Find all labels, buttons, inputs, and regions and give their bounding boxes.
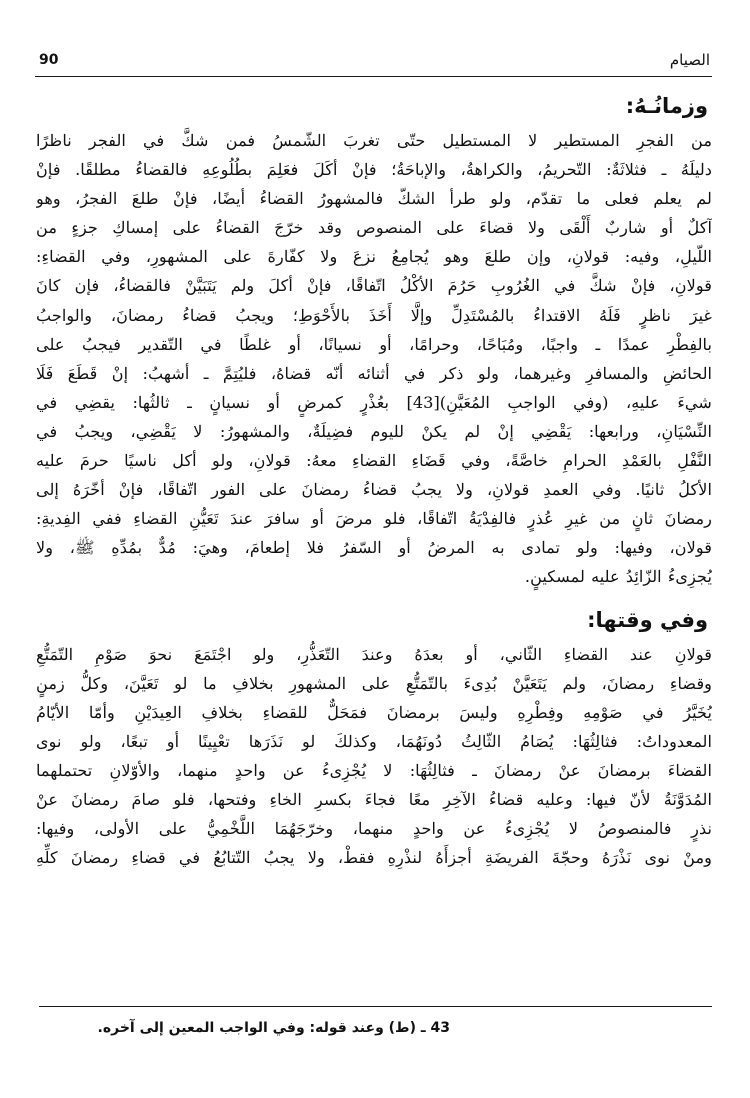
text-line: شيءَ عليهِ، (وفي الواجبِ المُعَيَّنِ)[43] بعُذْرٍ كمرضٍ أو نسيانٍ ـ ثالثُها: يقضِي في <box>36 392 712 412</box>
text-line: النَّفْلِ بالعَمْدِ الحرامِ خاصَّةً، وفي قَضَاءِ القضاءِ معهُ: قولانِ، ولو أكل ناسيًا حرمَ عليه <box>36 451 712 471</box>
text-line: الحائضِ والمسافرِ وغيرهما، ولو ذكر في أثنائه أنّه قضاهُ، فليُتِمَّ ـ أشهبُ: إنْ قَطَعَ فَلَا <box>36 363 712 383</box>
page-body <box>36 88 712 872</box>
text-line: يُجزِىءُ الزّائِدُ عليه لمسكينٍ. <box>524 567 712 587</box>
text-line: المعدوداتُ: فثالِثُهَا: يُصَامُ الثّالِثُ دُونَهُمَا، وكذلكَ لو نَذَرَها تعْيِينًا أو تبعًا، ولو نوى <box>36 731 712 751</box>
section-heading-time: وزمانُـهُ: <box>625 94 708 118</box>
text-line: قولان، وفيها: ولو تمادى به المرضُ أو السّفرُ فلا إطعامَ، وهيَ: مُدٌّ بمُدِّهِ ﷺ، ولا <box>36 538 712 558</box>
section-paragraph-time <box>36 126 712 592</box>
text-line: اللّيلِ، وفيه: قولانِ، وإن طلعَ وهو يُجامِعُ نزعَ ولا كفّارةَ على المشهورِ، وفي القضاءِ: <box>36 247 712 267</box>
running-title: الصيام <box>669 51 710 69</box>
section-spacer <box>36 592 712 602</box>
text-line: دليلَهُ ـ فثلاثَةٌ: التّحريمُ، والكراهةُ، والإباحَةُ؛ فإنْ أكَلَ فعَلِمَ بطُلُوعِهِ فالقضاءُ مطلقًا. فإنْ <box>36 160 712 180</box>
text-line: رمضانَ ثانٍ من غيرِ عُذرٍ فالفِدْيَةُ اتّفاقًا، فلو مرضَ أو سافرَ عندَ تَعَيُّنِ القضاءِ ففي الفِديةِ: <box>36 509 712 529</box>
text-line: لم يعلم فعلى ما تقدّم، ولو طرأ الشكّ فالمشهورُ القضاءُ أيضًا، فإنْ طلعَ الفجرُ، وهو <box>36 189 712 209</box>
text-line: ومنْ نوى نَذْرَهُ وحجّةَ الفريضَةِ أجزأَهُ لنذْرِهِ فقطْ، ولا يجبُ التّتابُعُ في قضاءِ رمضانَ كلِّهِ <box>36 848 712 868</box>
text-line: قولانِ عند القضاءِ الثّاني، أو بعدَهُ وعندَ التّعَذُّرِ، ولو اجْتَمَعَ نحوَ صَوْمِ التّمَتُّعِ <box>36 644 712 664</box>
text-line: قولانِ، فإنْ شكَّ في الغُرُوبِ حَرُمَ الأكْلُ اتّفاقًا، فإنْ أكلَ ولم يَتَبَيَّنْ فالقضاءُ، فإن كانَ <box>36 276 712 296</box>
text-line: من الفجرِ المستطير لا المستطيل حتّى تغربَ الشّمسُ فمن شكَّ في الفجر ناظرًا <box>36 131 712 150</box>
section-heading-its-time: وفي وقتها: <box>587 607 708 632</box>
text-line: آكلٌ أو شاربٌ أَلْقَى ولا قضاءَ على المنصوص وقد خرّجَ القضاءُ على إمساكِ جزءٍ من <box>36 218 712 238</box>
page-header <box>35 50 712 77</box>
text-line: بالفِطْرِ عمدًا ـ واجبًا، ومُبَاحًا، وحرامًا، أو نسيانًا، أو غلطًا في التّقدير فيجبُ على <box>36 334 712 354</box>
text-line: النِّسْيَانِ، ورابعها: يَقْضِي إنْ لم يكنْ لليوم فضِيلَةٌ، والمشهورُ: لا يَقْضِي، ويجبُ في <box>36 421 712 441</box>
text-line: نذرٍ فالمنصوصُ لا يُجْزِىءُ عن واحدٍ منهما، وخرّجَهُمَا اللَّخْمِيُّ على الأولى، وفيها: <box>36 819 712 839</box>
text-line: المُدَوَّنَةُ لأنّ فيها: وعليه قضاءُ الآخِرِ معًا فجاءَ بكسرِ الخاءِ وفتحها، فلو صامَ رمضانَ عنْ <box>36 789 712 809</box>
text-line: غيرَ ناظرٍ فَلَهُ الاقتداءُ بالمُسْتَدِلِّ وإلَّا أَخَذَ بالأَحْوَطِ؛ ويجبُ قضاءُ رمضانَ، والواجبُ <box>36 305 712 325</box>
section-paragraph-its-time <box>36 640 712 873</box>
text-line: الأكلُ ثانيًا. وفي العمدِ قولانِ، ولا يجبُ قضاءُ رمضانَ على الفور اتّفاقًا، فإنْ أخّرَهُ إلى <box>36 480 712 500</box>
text-line: يُخَيَّرُ في صَوْمِهِ وفِطْرِهِ وليسَ برمضانَ فمَحَلٌّ للقضاءِ بخلافِ العِيدَيْنِ وأمّا الأيّامُ <box>36 702 712 722</box>
text-line: القضاءَ برمضانَ عنْ رمضانَ ـ فثالِثُهَا: لا يُجْزِىءُ عن واحدٍ منهما، والأوّلانِ تحتملهما <box>36 760 712 780</box>
text-line: وقضاءِ رمضانَ، ولم يَتَعَيَّنْ بُدِىءَ بالتّمَتُّعِ على المشهورِ بخلافِ ما لو تَعَيَّنَ، وكلُّ زمنٍ <box>36 673 712 693</box>
footnote: 43 ـ (ط) وعند قوله: وفي الواجب المعين إلى آخره. <box>97 1020 450 1036</box>
footnote-divider <box>39 1006 712 1007</box>
page-number: 90 <box>39 52 59 68</box>
